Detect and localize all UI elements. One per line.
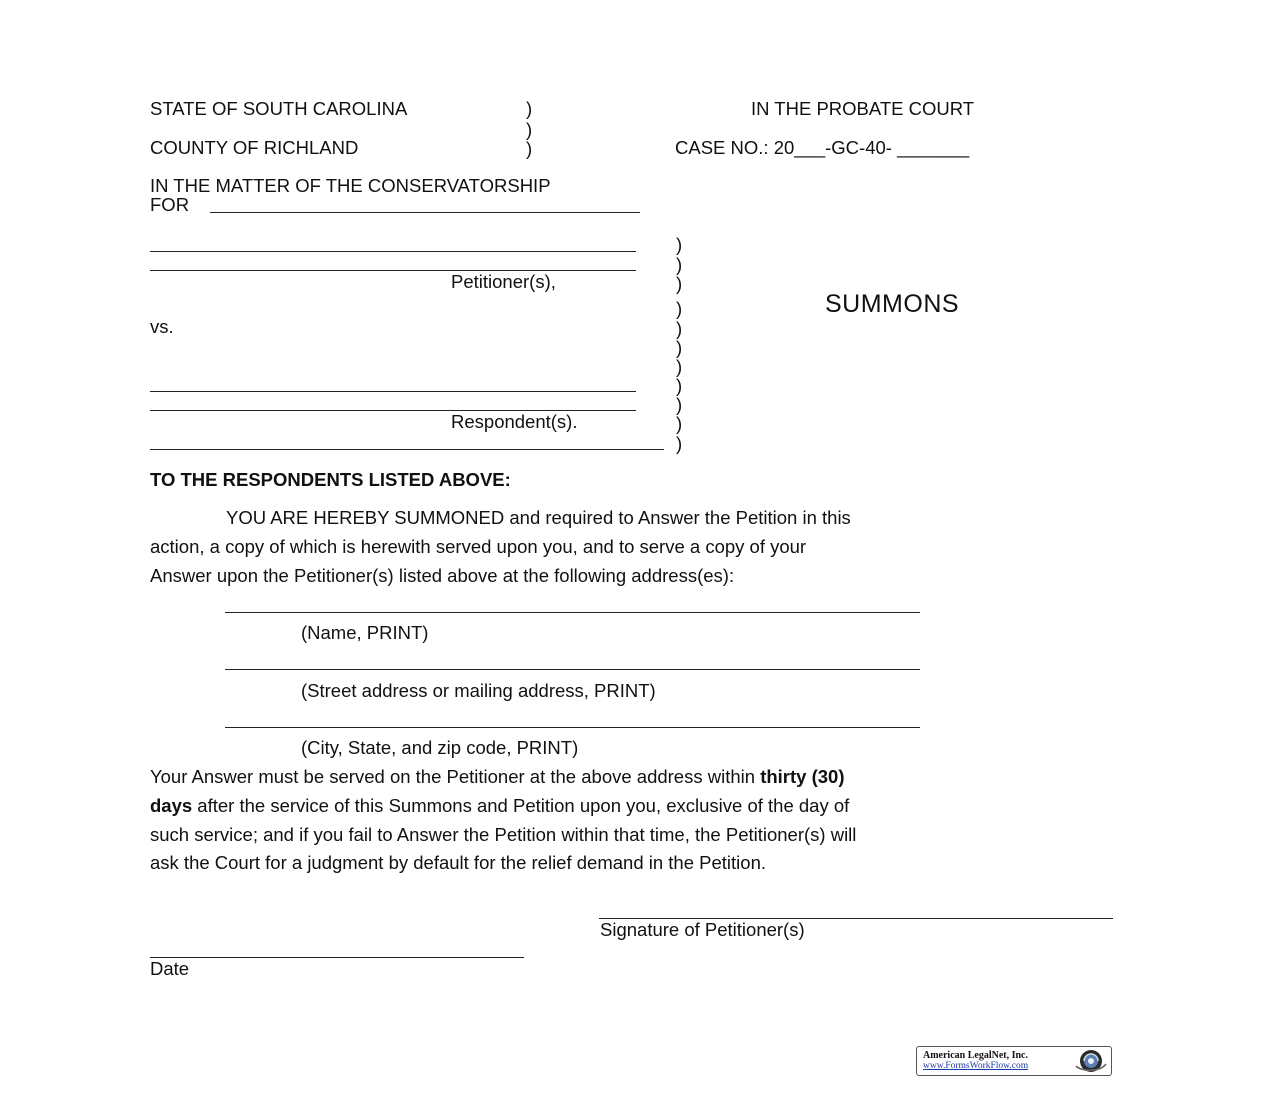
court-label: IN THE PROBATE COURT xyxy=(751,98,975,119)
deadline-emphasis: days xyxy=(150,795,193,816)
intro-line-2: action, a copy of which is herewith served upon you, and to serve a copy of your xyxy=(150,536,807,557)
city-field-label: (City, State, and zip code, PRINT) xyxy=(301,737,579,758)
caption-paren: ) xyxy=(676,433,683,454)
intro-line-3: Answer upon the Petitioner(s) listed above at the following address(es): xyxy=(150,565,735,586)
publisher-name: American LegalNet, Inc. xyxy=(923,1050,1028,1061)
salutation-heading: TO THE RESPONDENTS LISTED ABOVE: xyxy=(150,469,511,490)
matter-heading: IN THE MATTER OF THE CONSERVATORSHIP xyxy=(150,175,551,196)
respondents-label: Respondent(s). xyxy=(451,411,578,432)
street-address-field[interactable] xyxy=(225,669,920,670)
county-label: COUNTY OF RICHLAND xyxy=(150,137,359,158)
document-title: SUMMONS xyxy=(825,290,960,318)
deadline-line-4: ask the Court for a judgment by default for the relief demand in the Petition. xyxy=(150,852,766,873)
matter-for-label: FOR xyxy=(150,194,190,215)
caption-paren: ) xyxy=(676,254,683,275)
deadline-emphasis: thirty (30) xyxy=(760,766,845,787)
intro-line-1: YOU ARE HEREBY SUMMONED and required to Answer the Petition in this xyxy=(226,507,851,528)
street-field-label: (Street address or mailing address, PRINT) xyxy=(301,680,656,701)
caption-paren: ) xyxy=(676,234,683,255)
city-state-zip-field[interactable] xyxy=(225,727,920,728)
deadline-line-1 xyxy=(150,768,844,787)
versus-label: vs. xyxy=(150,316,174,337)
globe-icon xyxy=(1072,1048,1108,1074)
conservatorship-name-line[interactable] xyxy=(210,212,640,213)
caption-paren: ) xyxy=(526,119,533,140)
petitioner-name-field[interactable] xyxy=(225,612,920,613)
caption-paren: ) xyxy=(676,394,683,415)
publisher-url[interactable]: www.FormsWorkFlow.com xyxy=(923,1061,1029,1071)
deadline-text: after the service of this Summons and Petition upon you, exclusive of the day of xyxy=(192,795,850,816)
caption-paren: ) xyxy=(676,318,683,339)
deadline-line-3: such service; and if you fail to Answer the Petition within that time, the Petitioner(s) will xyxy=(150,824,857,845)
petitioner-name-line[interactable] xyxy=(150,251,636,252)
name-field-label: (Name, PRINT) xyxy=(301,622,429,643)
date-line[interactable] xyxy=(150,957,524,958)
caption-paren: ) xyxy=(676,273,683,294)
deadline-line-2 xyxy=(150,797,849,816)
petitioner-name-line[interactable] xyxy=(150,270,636,271)
caption-paren: ) xyxy=(676,413,683,434)
caption-paren: ) xyxy=(676,375,683,396)
caption-paren: ) xyxy=(676,337,683,358)
signature-label: Signature of Petitioner(s) xyxy=(600,919,805,940)
case-number-label: CASE NO.: 20___-GC-40- _______ xyxy=(675,137,970,158)
caption-paren: ) xyxy=(526,98,533,119)
publisher-logo[interactable] xyxy=(916,1046,1112,1076)
caption-paren: ) xyxy=(526,138,533,159)
deadline-text: Your Answer must be served on the Petitioner at the above address within xyxy=(150,766,761,787)
respondent-name-line[interactable] xyxy=(150,449,664,450)
date-label: Date xyxy=(150,958,190,979)
caption-paren: ) xyxy=(676,356,683,377)
state-label: STATE OF SOUTH CAROLINA xyxy=(150,98,408,119)
petitioners-label: Petitioner(s), xyxy=(451,271,556,292)
caption-paren: ) xyxy=(676,298,683,319)
respondent-name-line[interactable] xyxy=(150,391,636,392)
